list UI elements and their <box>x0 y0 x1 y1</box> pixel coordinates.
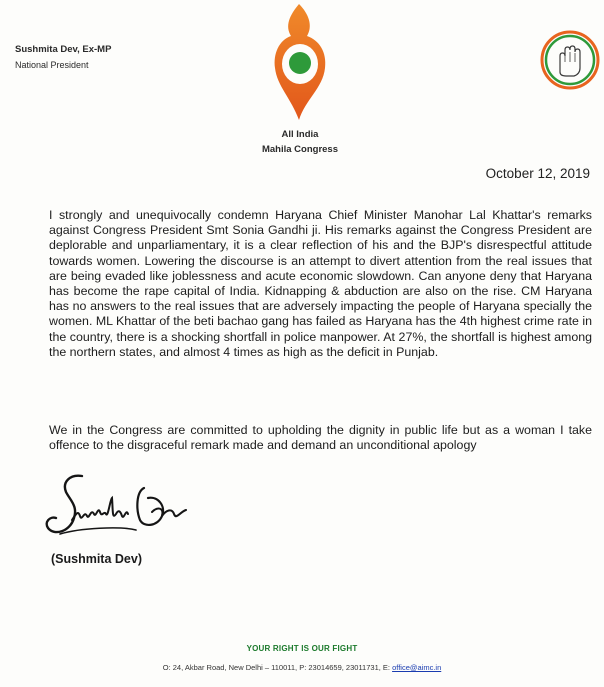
body-paragraph-1: I strongly and unequivocally condemn Haryana Chief Minister Manohar Lal Khattar's remarks against Congress President Smt Sonia Gandhi ji. His remarks against the Congress President are deplorable and unparliamentary, it is a clear reflection of his and the BJP's disrespectful attitude towards women. Lowering the discourse is an attempt to divert attention from the real issues that are being evaded like joblessness and acute economic slowdown. Can anyone deny that Haryana has become the rape capital of India. Kidnapping & abduction are also on the rise. CM Haryana has no answers to the real issues that are adversely impacting the people of Haryana specially the women. ML Khattar of the beti bachao gang has failed as Haryana has the 4th highest crime rate in the country, there is a shocking shortfall in police manpower. At 27%, the shortfall is highest among the northern states, and almost 4 times as high as the deficit in Punjab. <box>49 208 592 359</box>
sender-name: Sushmita Dev, Ex-MP <box>15 44 112 55</box>
organization-name <box>236 127 364 157</box>
footer-address-text: O: 24, Akbar Road, New Delhi – 110011, P: 23014659, 23011731, E: <box>162 663 393 672</box>
footer-email-link[interactable]: office@aimc.in <box>392 663 442 672</box>
letter-date: October 12, 2019 <box>485 166 590 181</box>
handwritten-signature <box>40 470 210 550</box>
body-paragraph-2: We in the Congress are committed to upholding the dignity in public life but as a woman I take offence to the disgraceful remark made and demand an unconditional apology <box>49 423 592 453</box>
congress-hand-logo-icon <box>540 30 600 90</box>
org-name-line2: Mahila Congress <box>261 144 339 155</box>
mahila-congress-emblem-icon <box>265 2 335 122</box>
org-name-line1: All India <box>281 129 319 140</box>
footer-address <box>100 663 504 672</box>
sender-title: National President <box>15 60 89 70</box>
footer-tagline: YOUR RIGHT IS OUR FIGHT <box>246 644 358 653</box>
signee-name: (Sushmita Dev) <box>51 552 142 566</box>
